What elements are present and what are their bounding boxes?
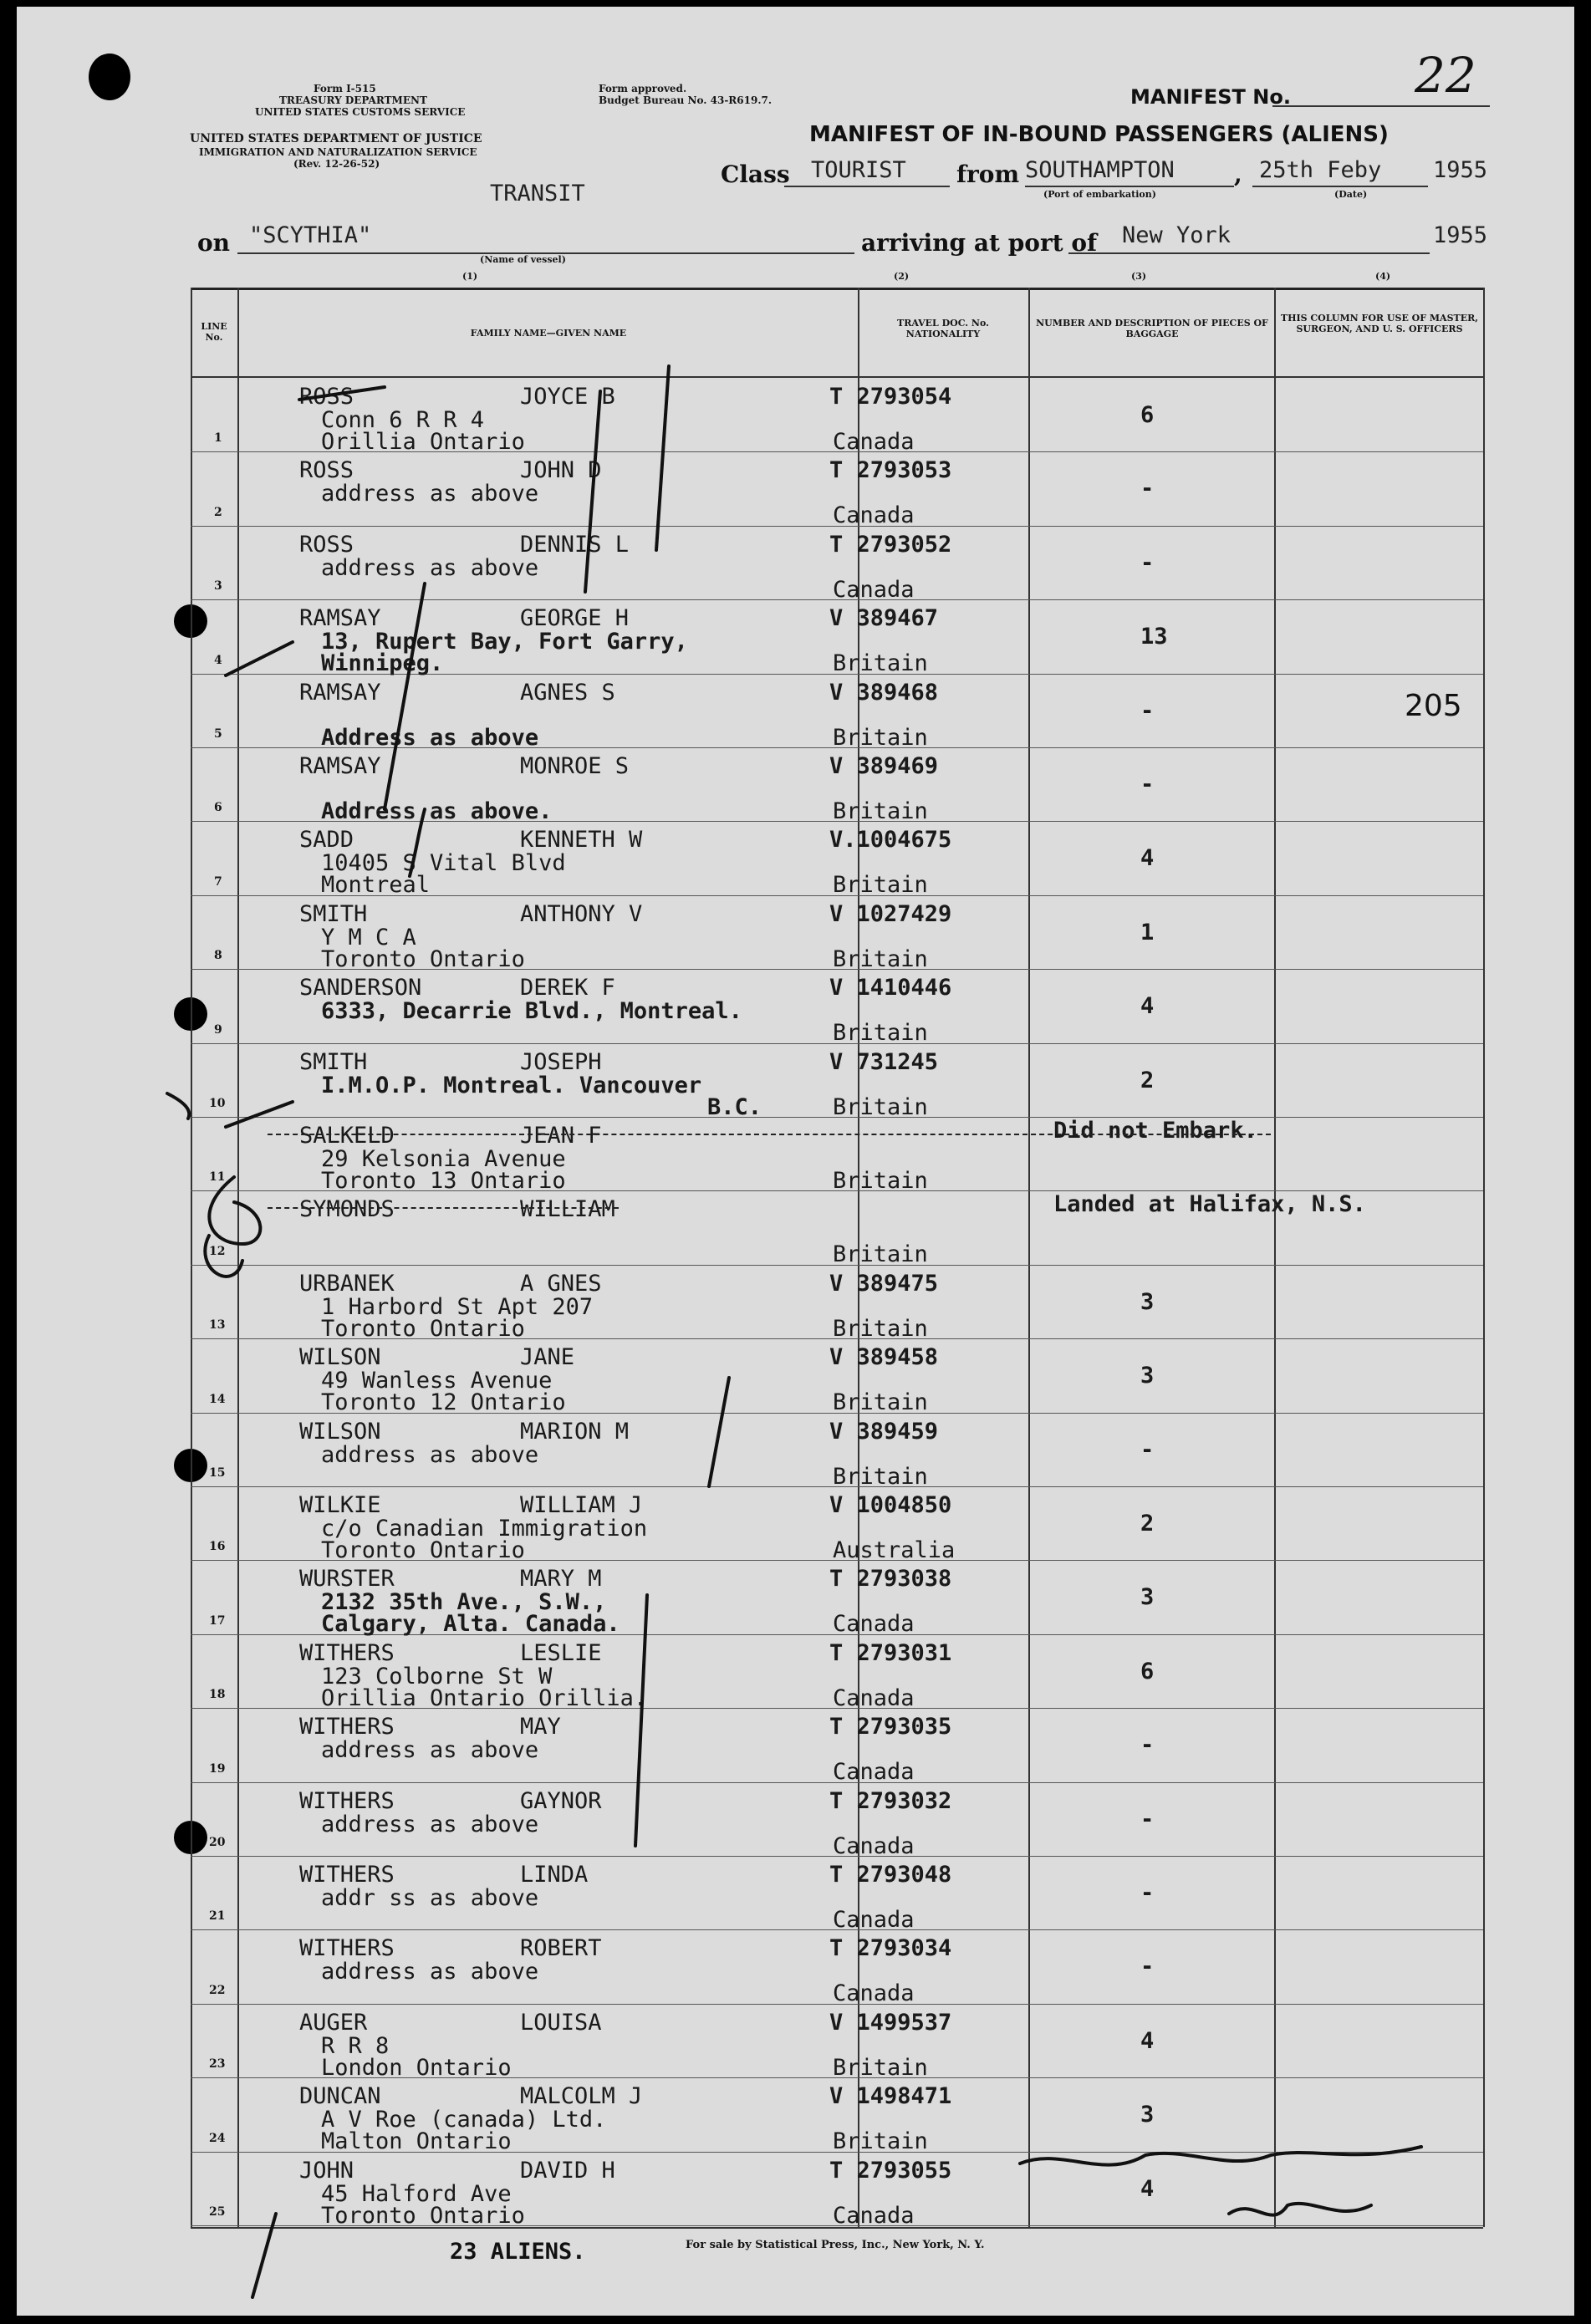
family-name: RAMSAY: [299, 753, 381, 779]
bracket-mark: [410, 809, 425, 876]
family-name: SMITH: [299, 1048, 368, 1075]
check-mark: [252, 2214, 276, 2297]
nationality: Canada: [833, 576, 915, 603]
travel-doc-number: V 389469: [829, 753, 939, 779]
given-name: WILLIAM: [520, 1196, 615, 1223]
baggage-count: -: [1140, 1880, 1155, 1906]
nationality: Britain: [833, 1241, 928, 1268]
travel-doc-number: T 2793035: [829, 1714, 952, 1740]
form-revision: (Rev. 12-26-52): [293, 158, 380, 170]
arrival-port: New York: [1122, 222, 1231, 248]
line-number: 16: [209, 1540, 226, 1554]
line-number: 3: [214, 579, 222, 594]
baggage-count: 13: [1140, 624, 1168, 650]
given-name: MARION M: [520, 1418, 630, 1445]
family-name: ROSS: [299, 457, 354, 484]
line-number: 21: [209, 1909, 226, 1924]
given-name: MONROE S: [520, 753, 630, 779]
address-line-2: Toronto 12 Ontario: [321, 1389, 566, 1416]
line-number: 4: [214, 653, 222, 667]
baggage-count: -: [1140, 1954, 1155, 1980]
line-number: 9: [214, 1022, 222, 1037]
comma: ,: [1234, 161, 1242, 188]
baggage-count: -: [1140, 697, 1155, 724]
embark-caption: (Port of embarkation): [1043, 189, 1156, 200]
check-mark: [226, 642, 293, 675]
col-number-1: (1): [462, 271, 478, 282]
given-name: AGNES S: [520, 679, 615, 706]
line-number: 18: [209, 1688, 226, 1702]
header-travel-doc: TRAVEL DOC. No. NATIONALITY: [897, 318, 989, 339]
baggage-count: 4: [1140, 993, 1155, 1020]
line-number: 25: [209, 2205, 226, 2219]
nationality: Canada: [833, 2202, 915, 2229]
address-line-2: Malton Ontario: [321, 2128, 512, 2155]
address-line-1: I.M.O.P. Montreal. Vancouver: [321, 1072, 702, 1098]
address-line-1: 49 Wanless Avenue: [321, 1368, 553, 1394]
given-name: KENNETH W: [520, 827, 643, 854]
family-name: WILSON: [299, 1418, 381, 1445]
bracket-mark: [656, 366, 669, 550]
family-name: WITHERS: [299, 1714, 395, 1740]
travel-doc-number: V 389459: [829, 1418, 939, 1445]
address-line-1: 1 Harbord St Apt 207: [321, 1293, 594, 1320]
nationality: Britain: [833, 1389, 928, 1416]
vessel-value: "SCYTHIA": [249, 222, 372, 248]
address-line-1: addr ss as above: [321, 1885, 539, 1911]
nationality: Canada: [833, 1611, 915, 1638]
bracket-mark: [585, 391, 600, 592]
row-remark: Landed at Halifax, N.S.: [1053, 1191, 1366, 1218]
nationality: Canada: [833, 429, 915, 455]
handwriting-marks: [17, 7, 1574, 2316]
line-number: 1: [214, 431, 222, 446]
printer-note: For sale by Statistical Press, Inc., New York, N. Y.: [686, 2239, 985, 2251]
address-line-2: Winnipeg.: [321, 650, 444, 677]
address-line-1: R R 8: [321, 2032, 390, 2059]
given-name: ROBERT: [520, 1935, 602, 1962]
travel-doc-number: T 2793032: [829, 1787, 952, 1814]
given-name: LOUISA: [520, 2009, 602, 2036]
given-name: A GNES: [520, 1270, 602, 1297]
line-number: 14: [209, 1392, 226, 1406]
line-number: 6: [214, 801, 222, 815]
address-line-1: address as above: [321, 1737, 539, 1764]
nationality: Britain: [833, 1168, 928, 1194]
customs-service: UNITED STATES CUSTOMS SERVICE: [255, 106, 466, 118]
nationality: Britain: [833, 1020, 928, 1047]
family-name: SMITH: [299, 900, 368, 927]
check-mark: [226, 1102, 293, 1127]
address-line-1: 45 Halford Ave: [321, 2180, 512, 2207]
line-number: 10: [209, 1097, 226, 1110]
nationality: Canada: [833, 1684, 915, 1711]
address-line-2: Orillia Ontario: [321, 429, 525, 455]
family-name: URBANEK: [299, 1270, 395, 1297]
line-number: 13: [209, 1318, 226, 1333]
address-line-2: Orillia Ontario Orillia.: [321, 1684, 648, 1711]
col-number-4: (4): [1375, 271, 1391, 282]
nationality: Britain: [833, 1093, 928, 1120]
line-number: 12: [209, 1244, 226, 1258]
address-line-2: Calgary, Alta. Canada.: [321, 1611, 620, 1638]
family-name: WITHERS: [299, 1862, 395, 1888]
dept-justice: UNITED STATES DEPARTMENT OF JUSTICE: [190, 132, 482, 145]
travel-doc-number: V 731245: [829, 1048, 939, 1075]
nationality: Britain: [833, 872, 928, 899]
baggage-count: 3: [1140, 1584, 1155, 1611]
given-name: WILLIAM J: [520, 1492, 643, 1518]
nationality: Canada: [833, 1980, 915, 2007]
travel-doc-number: T 2793055: [829, 2157, 952, 2184]
nationality: Britain: [833, 724, 928, 751]
baggage-count: 4: [1140, 845, 1155, 872]
side-number: 205: [1405, 689, 1462, 723]
transit-value: TRANSIT: [490, 181, 585, 206]
header-officers: THIS COLUMN FOR USE OF MASTER, SURGEON, AND U. S. OFFICERS: [1280, 313, 1479, 334]
address-line-2: Toronto Ontario: [321, 945, 525, 972]
address-line-1: 2132 35th Ave., S.W.,: [321, 1589, 607, 1616]
header-name: FAMILY NAME—GIVEN NAME: [470, 328, 627, 339]
line-number: 22: [209, 1983, 226, 1997]
family-name: RAMSAY: [299, 605, 381, 632]
travel-doc-number: V.1004675: [829, 827, 952, 854]
given-name: GAYNOR: [520, 1787, 602, 1814]
date-caption: (Date): [1334, 189, 1368, 200]
baggage-count: 6: [1140, 1658, 1155, 1684]
address-line-1: c/o Canadian Immigration: [321, 1516, 648, 1542]
address-line-2: Address as above.: [321, 798, 553, 824]
line-number: 15: [209, 1466, 226, 1480]
travel-doc-number: T 2793052: [829, 531, 952, 558]
family-name: SANDERSON: [299, 975, 422, 1001]
baggage-count: -: [1140, 1436, 1155, 1463]
travel-doc-number: T 2793054: [829, 384, 952, 410]
family-name: RAMSAY: [299, 679, 381, 706]
signature: [1020, 2147, 1421, 2165]
baggage-count: 6: [1140, 402, 1155, 428]
nationality: Canada: [833, 502, 915, 529]
given-name: JOYCE B: [520, 384, 615, 410]
arrival-year: 1955: [1433, 222, 1488, 248]
address-line-2: Toronto Ontario: [321, 1315, 525, 1342]
line-number: 23: [209, 2057, 226, 2072]
given-name: MARY M: [520, 1566, 602, 1593]
family-name: SADD: [299, 827, 354, 854]
family-name: ROSS: [299, 531, 354, 558]
on-label: on: [197, 229, 231, 257]
baggage-count: 3: [1140, 2102, 1155, 2128]
line-number: 19: [209, 1761, 226, 1776]
travel-doc-number: T 2793034: [829, 1935, 952, 1962]
travel-doc-number: V 1410446: [829, 975, 952, 1001]
line-number: 24: [209, 2131, 226, 2145]
travel-doc-number: T 2793038: [829, 1566, 952, 1593]
line-number: 2: [214, 505, 222, 519]
baggage-count: 3: [1140, 1363, 1155, 1389]
family-name: ROSS: [299, 384, 354, 410]
address-line-2: B.C.: [707, 1093, 762, 1120]
col-number-2: (2): [894, 271, 910, 282]
nationality: Britain: [833, 650, 928, 677]
header-baggage: NUMBER AND DESCRIPTION OF PIECES OF BAGGAGE: [1036, 318, 1268, 339]
treasury-dept: TREASURY DEPARTMENT: [279, 94, 427, 106]
line-number: 17: [209, 1613, 226, 1628]
travel-doc-number: T 2793048: [829, 1862, 952, 1888]
address-line-1: 6333, Decarrie Blvd., Montreal.: [321, 998, 742, 1025]
address-line-1: Conn 6 R R 4: [321, 407, 485, 433]
manifest-page: [17, 7, 1574, 2316]
given-name: MALCOLM J: [520, 2083, 643, 2110]
nationality: Canada: [833, 1832, 915, 1859]
address-line-1: address as above: [321, 554, 539, 581]
travel-doc-number: V 1499537: [829, 2009, 952, 2036]
given-name: DENNIS L: [520, 531, 630, 558]
year-value: 1955: [1433, 157, 1488, 183]
alien-count: 23 ALIENS.: [450, 2239, 586, 2265]
given-name: LINDA: [520, 1862, 589, 1888]
given-name: JANE: [520, 1344, 575, 1371]
nationality: Britain: [833, 1463, 928, 1490]
address-line-2: London Ontario: [321, 2054, 512, 2081]
address-line-1: 13, Rupert Bay, Fort Garry,: [321, 629, 688, 655]
address-line-2: Montreal: [321, 872, 431, 899]
travel-doc-number: T 2793031: [829, 1639, 952, 1666]
line-number: 11: [209, 1170, 226, 1185]
class-label: Class: [721, 161, 790, 188]
address-line-1: A V Roe (canada) Ltd.: [321, 2107, 607, 2133]
bracket-mark: [385, 584, 425, 809]
given-name: JEAN F: [520, 1123, 602, 1149]
header-line-no: LINE No.: [201, 321, 227, 343]
check-mark: [299, 387, 385, 400]
baggage-count: 1: [1140, 919, 1155, 945]
bracket-mark: [635, 1595, 647, 1846]
baggage-count: 4: [1140, 2175, 1155, 2202]
margin-mark: [167, 1093, 189, 1119]
nationality: Britain: [833, 1315, 928, 1342]
class-value: TOURIST: [811, 157, 906, 183]
family-name: WILSON: [299, 1344, 381, 1371]
arriving-label: arriving at port of: [861, 229, 1098, 257]
address-line-2: Toronto 13 Ontario: [321, 1168, 566, 1194]
address-line-1: address as above: [321, 481, 539, 507]
form-approved: Form approved.: [599, 83, 687, 94]
signature: [1229, 2204, 1371, 2215]
address-line-1: 29 Kelsonia Avenue: [321, 1146, 566, 1172]
travel-doc-number: T 2793053: [829, 457, 952, 484]
address-line-2: Address as above: [321, 724, 539, 751]
address-line-1: Y M C A: [321, 924, 416, 950]
line-number: 8: [214, 949, 222, 963]
baggage-count: 2: [1140, 1511, 1155, 1537]
given-name: JOSEPH: [520, 1048, 602, 1075]
line-number: 5: [214, 727, 222, 741]
line-number: 20: [209, 1836, 226, 1849]
travel-doc-number: V 389468: [829, 679, 939, 706]
travel-doc-number: V 1498471: [829, 2083, 952, 2110]
form-number: Form I-515: [314, 83, 376, 94]
from-value: SOUTHAMPTON: [1025, 157, 1175, 183]
bracket-mark: [709, 1378, 729, 1486]
travel-doc-number: V 389467: [829, 605, 939, 632]
given-name: JOHN D: [520, 457, 602, 484]
travel-doc-number: V 1027429: [829, 900, 952, 927]
family-name: JOHN: [299, 2157, 354, 2184]
nationality: Britain: [833, 2054, 928, 2081]
baggage-count: -: [1140, 549, 1155, 576]
family-name: AUGER: [299, 2009, 368, 2036]
family-name: WITHERS: [299, 1935, 395, 1962]
date-value: 25th Feby: [1259, 157, 1382, 183]
vessel-caption: (Name of vessel): [480, 254, 566, 265]
family-name: WITHERS: [299, 1639, 395, 1666]
given-name: MAY: [520, 1714, 561, 1740]
baggage-count: 3: [1140, 1288, 1155, 1315]
given-name: GEORGE H: [520, 605, 630, 632]
family-name: WITHERS: [299, 1787, 395, 1814]
nationality: Britain: [833, 2128, 928, 2155]
manifest-title: MANIFEST OF IN-BOUND PASSENGERS (ALIENS): [809, 122, 1389, 147]
from-label: from: [956, 161, 1020, 188]
family-name: SALKELD: [299, 1123, 395, 1149]
manifest-no-value: 22: [1415, 47, 1476, 104]
travel-doc-number: V 1004850: [829, 1492, 952, 1518]
nationality: Britain: [833, 798, 928, 824]
address-line-2: Toronto Ontario: [321, 1537, 525, 1563]
baggage-count: -: [1140, 476, 1155, 502]
travel-doc-number: V 389458: [829, 1344, 939, 1371]
family-name: DUNCAN: [299, 2083, 381, 2110]
col-number-3: (3): [1131, 271, 1147, 282]
line-number: 7: [214, 874, 222, 889]
manifest-no-label: MANIFEST No.: [1130, 85, 1291, 109]
given-name: DEREK F: [520, 975, 615, 1001]
address-line-2: Toronto Ontario: [321, 2202, 525, 2229]
budget-bureau: Budget Bureau No. 43-R619.7.: [599, 94, 773, 106]
baggage-count: 4: [1140, 2027, 1155, 2054]
ins-service: IMMIGRATION AND NATURALIZATION SERVICE: [199, 146, 477, 158]
travel-doc-number: V 389475: [829, 1270, 939, 1297]
given-name: ANTHONY V: [520, 900, 643, 927]
nationality: Australia: [833, 1537, 956, 1563]
address-line-1: 10405 S Vital Blvd: [321, 850, 566, 877]
circle-mark: [209, 1177, 260, 1244]
baggage-count: -: [1140, 1732, 1155, 1759]
given-name: LESLIE: [520, 1639, 602, 1666]
nationality: Canada: [833, 1907, 915, 1933]
nationality: Britain: [833, 945, 928, 972]
baggage-count: -: [1140, 1806, 1155, 1832]
nationality: Canada: [833, 1759, 915, 1786]
family-name: SYMONDS: [299, 1196, 395, 1223]
row-remark: Did not Embark.: [1053, 1118, 1257, 1144]
circle-mark: [205, 1236, 242, 1277]
address-line-1: address as above: [321, 1441, 539, 1468]
baggage-count: 2: [1140, 1067, 1155, 1093]
family-name: WURSTER: [299, 1566, 395, 1593]
address-line-1: address as above: [321, 1811, 539, 1837]
given-name: DAVID H: [520, 2157, 615, 2184]
baggage-count: -: [1140, 772, 1155, 798]
address-line-1: address as above: [321, 1959, 539, 1985]
address-line-1: 123 Colborne St W: [321, 1663, 553, 1689]
family-name: WILKIE: [299, 1492, 381, 1518]
